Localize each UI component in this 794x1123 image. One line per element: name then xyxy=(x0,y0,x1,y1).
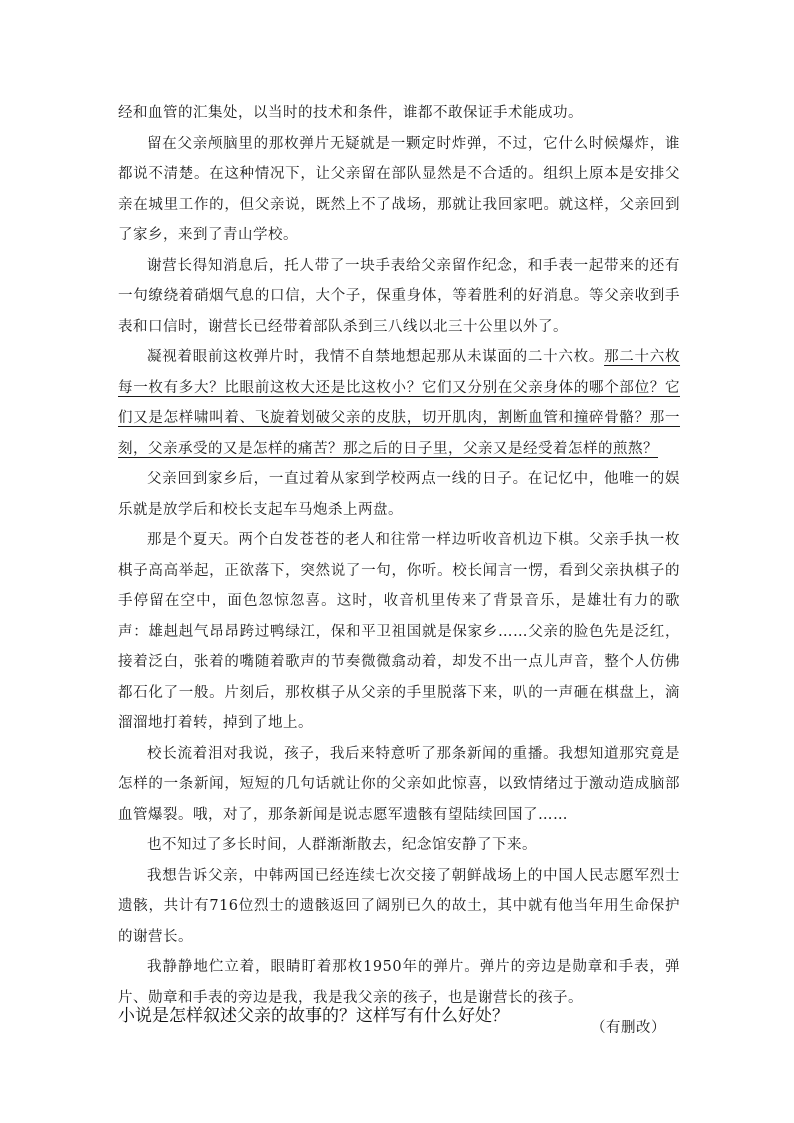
paragraph-intro: 凝视着眼前这枚弹片时，我情不自禁地想起那从未谋面的二十六枚。 xyxy=(147,349,605,365)
source-credit: （有删改） xyxy=(591,1020,666,1036)
paragraph: 我静静地伫立着，眼睛盯着那枚1950年的弹片。弹片的旁边是勋章和手表，弹片、勋章和手表的旁边是我，我是我父亲的孩子，也是谢营长的孩子。 xyxy=(118,959,680,1006)
paragraph: 谢营长得知消息后，托人带了一块手表给父亲留作纪念，和手表一起带来的还有一句缭绕着硝烟气息的口信，大个子，保重身体，等着胜利的好消息。等父亲收到手表和口信时，谢营长已经带着部队杀到三八线以北三十公里以外了。 xyxy=(118,257,680,335)
question-text: 小说是怎样叙述父亲的故事的？这样写有什么好处？ xyxy=(118,1006,509,1026)
paragraph: 也不知过了多长时间，人群渐渐散去，纪念馆安静了下来。 xyxy=(147,837,537,853)
paragraph: 经和血管的汇集处，以当时的技术和条件，谁都不敢保证手术能成功。 xyxy=(118,105,583,121)
paragraph: 校长流着泪对我说，孩子，我后来特意听了那条新闻的重播。我想知道那究竟是怎样的一条新闻，短短的几句话就让你的父亲如此惊喜，以致情绪过于激动造成脑部血管爆裂。哦，对了，那条新闻是说志愿军遗骸有望陆续回国了…… xyxy=(118,745,680,823)
story-passage xyxy=(118,98,680,1044)
paragraph: 留在父亲颅脑里的那枚弹片无疑就是一颗定时炸弹，不过，它什么时候爆炸，谁都说不清楚。在这种情况下，让父亲留在部队显然是不合适的。组织上原本是安排父亲在城里工作的，但父亲说，既然上不了战场，那就让我回家吧。就这样，父亲回到了家乡，来到了青山学校。 xyxy=(118,135,680,243)
paragraph: 我想告诉父亲，中韩两国已经连续七次交接了朝鲜战场上的中国人民志愿军烈士遗骸，共计有716位烈士的遗骸返回了阔别已久的故土，其中就有他当年用生命保护的谢营长。 xyxy=(118,867,680,945)
paragraph: 父亲回到家乡后，一直过着从家到学校两点一线的日子。在记忆中，他唯一的娱乐就是放学后和校长支起车马炮杀上两盘。 xyxy=(118,471,680,518)
underlined-sentence: 那二十六枚每一枚有多大？比眼前这枚大还是比这枚小？它们又分别在父亲身体的哪个部位？它们又是怎样啸叫着、飞旋着划破父亲的皮肤，切开肌肉，割断血管和撞碎骨骼？那一刻，父亲承受的又是怎样的痛苦？那之后的日子里，父亲又是经受着怎样的煎熬？ xyxy=(118,349,681,457)
paragraph: 那是个夏天。两个白发苍苍的老人和往常一样边听收音机边下棋。父亲手执一枚棋子高高举起，正欲落下，突然说了一句，你听。校长闻言一愣，看到父亲执棋子的手停留在空中，面色忽惊忽喜。这时，收音机里传来了背景音乐，是雄壮有力的歌声：雄赳赳气昂昂跨过鸭绿江，保和平卫祖国就是保家乡……父亲的脸色先是泛红，接着泛白，张着的嘴随着歌声的节奏微微翕动着，却发不出一点儿声音，整个人仿佛都石化了一般。片刻后，那枚棋子从父亲的手里脱落下来，叭的一声砸在棋盘上，滴溜溜地打着转，掉到了地上。 xyxy=(118,532,680,731)
paragraph-with-underline xyxy=(118,342,680,464)
